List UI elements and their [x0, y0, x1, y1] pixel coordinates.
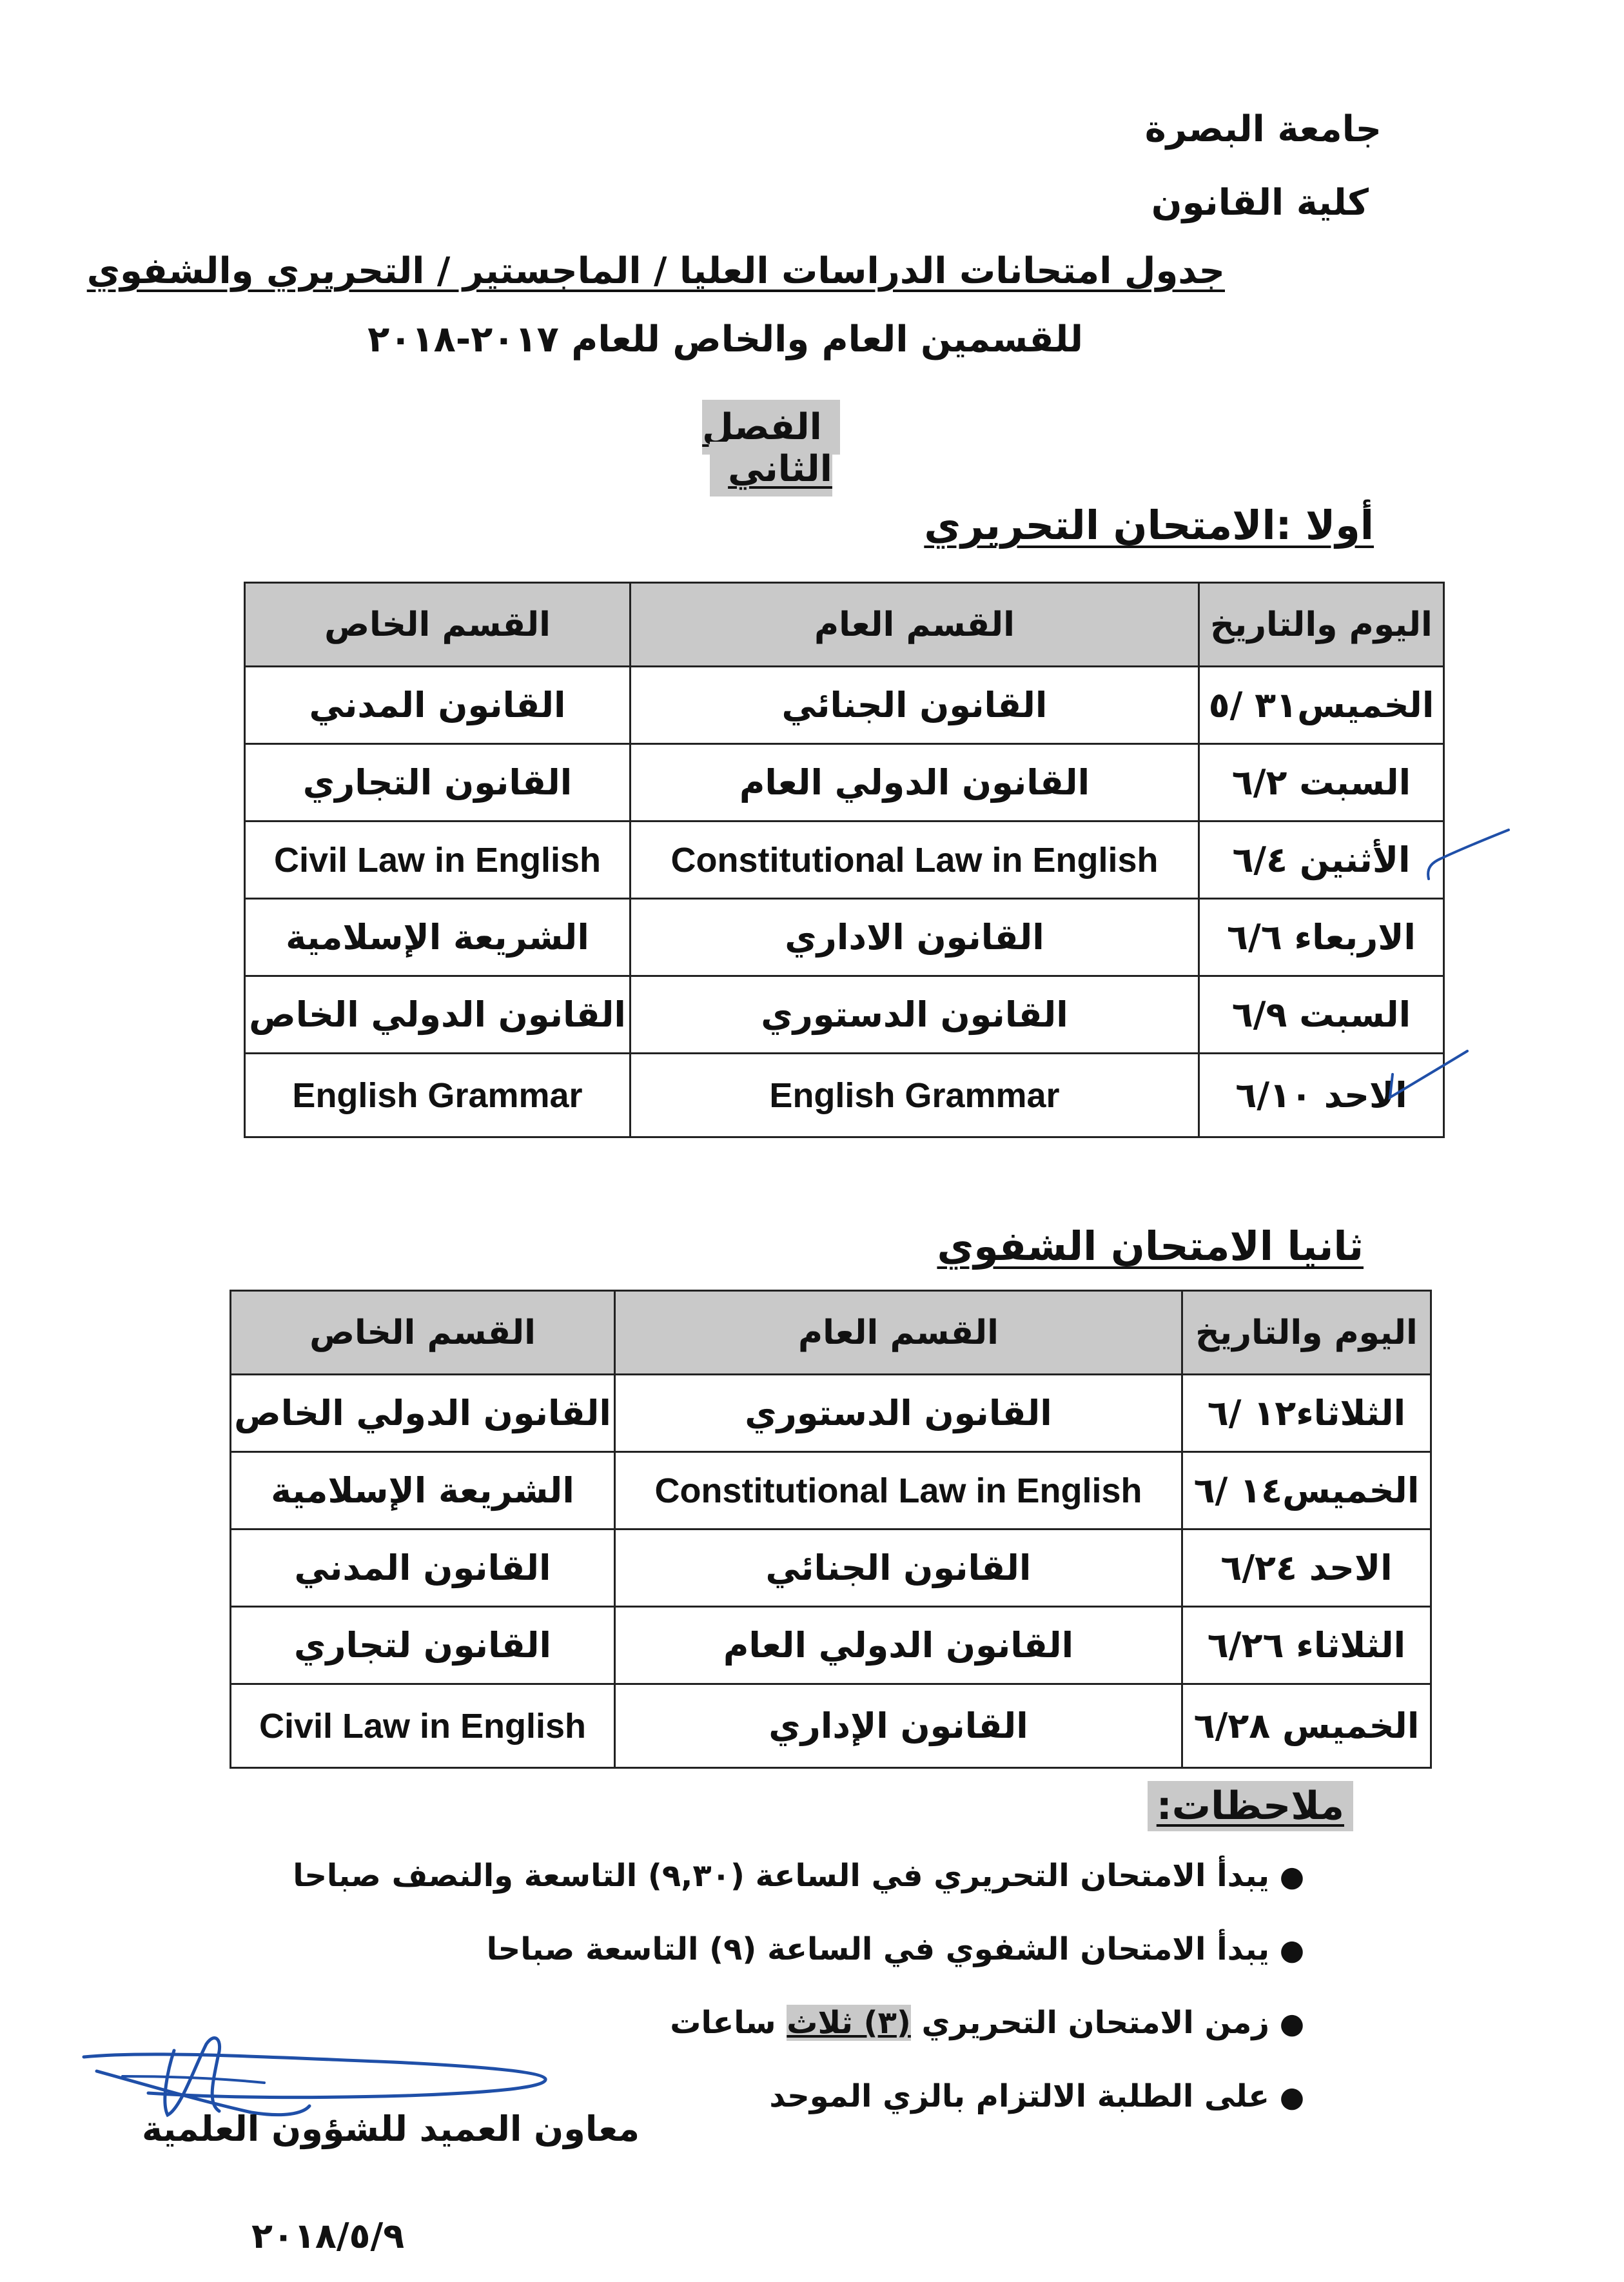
date-cell: السبت ٦/٢ [1199, 744, 1444, 821]
note-text: يبدأ الامتحان التحريري في الساعة (٩,٣٠) التاسعة والنصف صباحا [293, 1858, 1269, 1894]
note-text: على الطلبة الالتزام بالزي الموحد [769, 2078, 1269, 2114]
general-cell: القانون الاداري [631, 899, 1199, 976]
column-header-special: القسم الخاص [245, 583, 631, 667]
table-row [231, 1684, 1431, 1768]
column-header-special: القسم الخاص [231, 1291, 615, 1375]
date-cell: الثلاثاء ٦/٢٦ [1182, 1607, 1431, 1684]
signature-date: ٢٠١٨/٥/٩ [251, 2216, 405, 2256]
date-cell: الخميس ٦/٢٨ [1182, 1684, 1431, 1768]
notes-heading-wrap [1148, 1784, 1353, 1829]
date-cell: الخميس١٤ /٦ [1182, 1452, 1431, 1530]
date-cell: الاحد ٦/١٠ [1199, 1054, 1444, 1137]
table-header-row [231, 1291, 1431, 1375]
special-cell: الشريعة الإسلامية [231, 1452, 615, 1530]
check-mark-icon [1418, 822, 1515, 893]
table-row [231, 1530, 1431, 1607]
table-row [231, 1452, 1431, 1530]
table-row [231, 1607, 1431, 1684]
table-row [245, 1054, 1444, 1137]
column-header-general: القسم العام [615, 1291, 1182, 1375]
column-header-general: القسم العام [631, 583, 1199, 667]
date-cell: الثلاثاء١٢ /٦ [1182, 1375, 1431, 1452]
special-cell: القانون لتجاري [231, 1607, 615, 1684]
table-row [245, 744, 1444, 821]
general-cell: القانون الجنائي [631, 667, 1199, 744]
special-cell: الشريعة الإسلامية [245, 899, 631, 976]
document-subtitle: للقسمين العام والخاص للعام ٢٠١٧-٢٠١٨ [367, 319, 1083, 360]
general-cell: القانون الدولي العام [631, 744, 1199, 821]
oral-exam-table [230, 1290, 1432, 1769]
column-header-date: اليوم والتاريخ [1199, 583, 1444, 667]
general-cell: القانون الدستوري [615, 1375, 1182, 1452]
semester-label: الفصل الثاني [702, 400, 840, 497]
list-item [90, 1913, 1315, 1986]
general-cell: English Grammar [631, 1054, 1199, 1137]
bullet-icon: ● [1279, 1934, 1305, 1967]
oral-exam-heading: ثانيا الامتحان الشفوي [937, 1223, 1364, 1270]
table-row [245, 899, 1444, 976]
special-cell: Civil Law in English [231, 1684, 615, 1768]
special-cell: القانون الدولي الخاص [231, 1375, 615, 1452]
table-row [245, 821, 1444, 899]
date-cell: الأثنين ٦/٤ [1199, 821, 1444, 899]
general-cell: Constitutional Law in English [631, 821, 1199, 899]
document-title: جدول امتحانات الدراسات العليا / الماجستير / التحريري والشفوي [86, 250, 1225, 292]
bullet-icon: ● [1279, 1860, 1305, 1893]
duration-highlight: (٣) ثلاث [787, 2005, 911, 2041]
table-row [231, 1375, 1431, 1452]
bullet-icon: ● [1279, 2081, 1305, 2114]
written-exam-heading: أولا :الامتحان التحريري [924, 502, 1374, 549]
date-cell: الخميس٣١ /٥ [1199, 667, 1444, 744]
special-cell: Civil Law in English [245, 821, 631, 899]
date-cell: السبت ٦/٩ [1199, 976, 1444, 1054]
bullet-icon: ● [1279, 2007, 1305, 2040]
signatory-title: معاون العميد للشؤون العلمية [142, 2109, 640, 2149]
general-cell: القانون الدولي العام [615, 1607, 1182, 1684]
semester-label-wrap [676, 406, 866, 490]
special-cell: القانون المدني [231, 1530, 615, 1607]
written-exam-table [244, 582, 1445, 1138]
special-cell: English Grammar [245, 1054, 631, 1137]
note-text-after: ساعات [670, 2005, 787, 2041]
special-cell: القانون الدولي الخاص [245, 976, 631, 1054]
general-cell: القانون الدستوري [631, 976, 1199, 1054]
general-cell: القانون الإداري [615, 1684, 1182, 1768]
table-row [245, 667, 1444, 744]
check-mark-icon [1380, 1043, 1476, 1114]
college-name: كلية القانون [1151, 182, 1369, 224]
table-row [245, 976, 1444, 1054]
notes-heading: ملاحظات: [1148, 1781, 1353, 1831]
date-cell: الاربعاء ٦/٦ [1199, 899, 1444, 976]
general-cell: Constitutional Law in English [615, 1452, 1182, 1530]
list-item [90, 1839, 1315, 1913]
university-name: جامعة البصرة [1144, 108, 1382, 150]
special-cell: القانون التجاري [245, 744, 631, 821]
column-header-date: اليوم والتاريخ [1182, 1291, 1431, 1375]
table-header-row [245, 583, 1444, 667]
date-cell: الاحد ٦/٢٤ [1182, 1530, 1431, 1607]
note-text: يبدأ الامتحان الشفوي في الساعة (٩) التاسعة صباحا [486, 1931, 1269, 1967]
general-cell: القانون الجنائي [615, 1530, 1182, 1607]
special-cell: القانون المدني [245, 667, 631, 744]
note-text-before: زمن الامتحان التحريري [910, 2005, 1269, 2041]
